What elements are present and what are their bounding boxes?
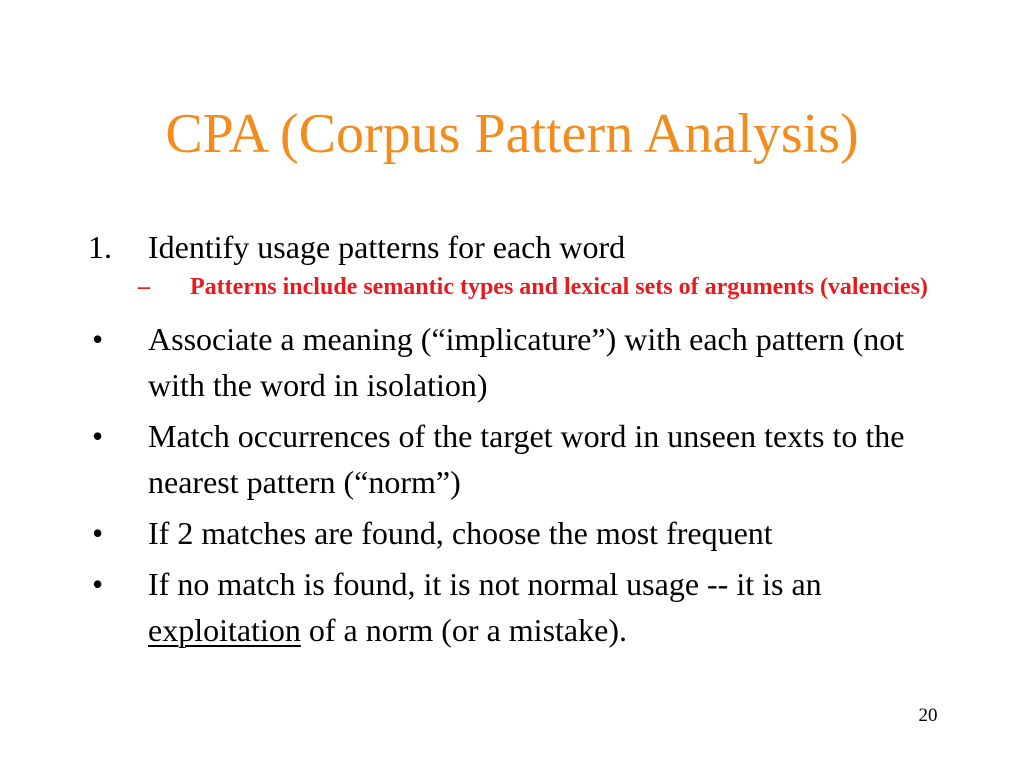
list-item-text: Associate a meaning (“implicature”) with each pattern (not with the word in isolation) <box>148 321 905 403</box>
bullet-marker: • <box>92 515 104 551</box>
slide-title: CPA (Corpus Pattern Analysis) <box>165 103 859 165</box>
list-item-text: Match occurrences of the target word in unseen texts to the nearest pattern (“norm”) <box>148 418 905 500</box>
slide-content <box>80 224 960 653</box>
sub-list-item-text: Patterns include semantic types and lexical sets of arguments (valencies) <box>190 274 928 300</box>
bullet-marker: • <box>92 418 104 454</box>
page-number: 20 <box>918 705 938 726</box>
list-item-5 <box>80 561 960 653</box>
list-item-text: Identify usage patterns for each word <box>148 229 626 265</box>
list-item-text: If 2 matches are found, choose the most frequent <box>148 515 773 551</box>
sub-list-item <box>138 270 960 304</box>
list-item-3 <box>80 413 960 505</box>
exploitation-underlined: exploitation <box>148 612 301 648</box>
text-after-link: of a norm (or a mistake). <box>300 612 627 648</box>
list-item-text <box>148 566 822 648</box>
list-item-1 <box>80 224 960 270</box>
list-item-2 <box>80 316 960 408</box>
list-item-4 <box>80 510 960 556</box>
bullet-marker: • <box>92 566 104 602</box>
dash-marker: – <box>138 274 150 300</box>
list-number: 1. <box>88 229 112 265</box>
bullet-marker: • <box>92 321 104 357</box>
text-before-link: If no match is found, it is not normal usage -- it is an <box>148 566 822 602</box>
